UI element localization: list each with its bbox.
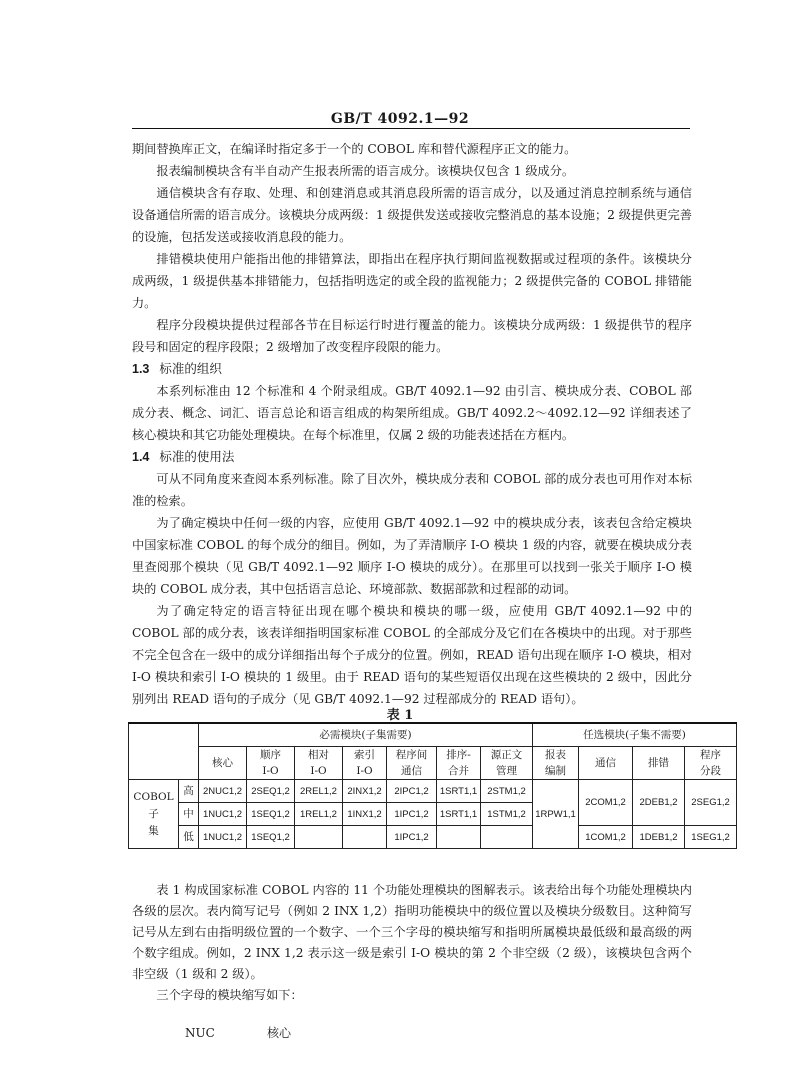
table-cell: 1IPC1,2 <box>387 826 437 849</box>
abbreviation-row <box>185 1024 291 1041</box>
optional-modules-header: 任选模块(子集不需要) <box>533 723 737 747</box>
header-rule <box>132 128 690 129</box>
level-mid: 中 <box>179 803 199 826</box>
subset-label: COBOL 子 集 <box>129 780 179 849</box>
table-cell: 1DEB1,2 <box>633 826 685 849</box>
col-srt: 排序- 合并 <box>437 747 481 780</box>
col-deb: 排错 <box>633 747 685 780</box>
col-rel: 相对 I-O <box>295 747 343 780</box>
paragraph: 本系列标准由 12 个标准和 4 个附录组成。GB/T 4092.1—92 由引言、模块成分表、COBOL 部成分表、概念、词汇、语言总论和语言组成的构架所组成。GB/T 4092.2～4092.12—92 详细表述了核心模块和其它功能处理模块。在每个标准里，仅属 2 级的功能表述括在方框内。 <box>132 384 692 442</box>
table-caption: 表 1 <box>386 708 414 723</box>
paragraph: 为了确定模块中任何一级的内容，应使用 GB/T 4092.1—92 中的模块成分表，该表包含给定模块中国家标准 COBOL 的每个成分的细目。例如，为了弄清顺序 I-O 模块 1 级的内容，就要在模块成分表里查阅那个模块（见 GB/T 4092.1—92 顺序 I-O 模块的成分）。在那里可以找到一张关于顺序 I-O 模块的 COBOL 成分表，其中包括语言总论、环境部款、数据部款和过程部的动词。 <box>132 516 692 596</box>
col-nuc: 核心 <box>199 747 247 780</box>
section-title: 标准的组织 <box>159 361 222 376</box>
body-text <box>132 138 692 710</box>
table-cell: 1COM1,2 <box>579 826 633 849</box>
paragraph: 为了确定特定的语言特征出现在哪个模块和模块的哪一级，应使用 GB/T 4092.1—92 中的 COBOL 部的成分表，该表详细指明国家标准 COBOL 的全部成分及它们在各模块中的出现。对于那些不完全包含在一级中的成分详细指出每个子成分的位置。例如，READ 语句出现在顺序 I-O 模块，相对 I-O 模块和索引 I-O 模块的 1 级里。由于 READ 语句的某些短语仅出现在这些模块的 2 级中，因此分别列出 READ 语句的子成分（见 GB/T 4092.1—92 过程部成分的 READ 语句）。 <box>132 604 692 706</box>
table-cell: 2REL1,2 <box>295 780 343 803</box>
table-cell: 1STM1,2 <box>481 803 533 826</box>
table-cell: 1SRT1,1 <box>437 803 481 826</box>
table-cell: 2SEQ1,2 <box>247 780 295 803</box>
col-rpw: 报表 编制 <box>533 747 579 780</box>
table-cell: 2IPC1,2 <box>387 780 437 803</box>
section-title: 标准的使用法 <box>159 449 235 464</box>
level-low: 低 <box>179 826 199 849</box>
col-seq: 顺序 I-O <box>247 747 295 780</box>
col-stm: 源正文 管理 <box>481 747 533 780</box>
paragraph: 通信模块含有存取、处理、和创建消息或其消息段所需的语言成分，以及通过消息控制系统与通信设备通信所需的语言成分。该模块分成两级：1 级提供发送或接收完整消息的基本设施；2 级提供更完善的设施，包括发送或接收消息段的能力。 <box>132 186 692 244</box>
after-table-text <box>132 880 692 1006</box>
section-heading-1-3 <box>132 358 692 380</box>
col-seg: 程序 分段 <box>685 747 737 780</box>
required-modules-header: 必需模块(子集需要) <box>199 723 533 747</box>
table-cell: 2SEG1,2 <box>685 780 737 826</box>
table-cell: 1NUC1,2 <box>199 803 247 826</box>
table-cell: 1NUC1,2 <box>199 826 247 849</box>
col-com: 通信 <box>579 747 633 780</box>
abbreviation-code: NUC <box>185 1026 215 1040</box>
table-corner <box>129 723 199 780</box>
abbreviation-meaning: 核心 <box>267 1026 292 1040</box>
table-cell: 1SEQ1,2 <box>247 803 295 826</box>
level-high: 高 <box>179 780 199 803</box>
table-cell <box>295 826 343 849</box>
section-number: 1.4 <box>132 450 150 464</box>
paragraph: 期间替换库正文，在编译时指定多于一个的 COBOL 库和替代源程序正文的能力。 <box>132 142 577 156</box>
paragraph: 报表编制模块含有半自动产生报表所需的语言成分。该模块仅包含 1 级成分。 <box>156 164 575 178</box>
paragraph: 可从不同角度来查阅本系列标准。除了目次外，模块成分表和 COBOL 部的成分表也可用作对本标准的检索。 <box>132 472 692 508</box>
table-cell: 2STM1,2 <box>481 780 533 803</box>
col-inx: 索引 I-O <box>343 747 387 780</box>
table-cell-rpw: 1RPW1,1 <box>533 780 579 849</box>
table-cell: 2INX1,2 <box>343 780 387 803</box>
col-ipc: 程序间 通信 <box>387 747 437 780</box>
table-cell: 1SEG1,2 <box>685 826 737 849</box>
table-cell <box>343 826 387 849</box>
table-cell <box>481 826 533 849</box>
section-heading-1-4 <box>132 446 692 468</box>
table-cell: 2NUC1,2 <box>199 780 247 803</box>
table-cell: 1IPC1,2 <box>387 803 437 826</box>
table-cell <box>437 826 481 849</box>
table-cell: 1SEQ1,2 <box>247 826 295 849</box>
table-cell: 2DEB1,2 <box>633 780 685 826</box>
standard-number-header: GB/T 4092.1—92 <box>330 111 470 127</box>
paragraph: 程序分段模块提供过程部各节在目标运行时进行覆盖的能力。该模块分成两级：1 级提供节的程序段号和固定的程序段限；2 级增加了改变程序段限的能力。 <box>132 318 692 354</box>
paragraph: 表 1 构成国家标准 COBOL 内容的 11 个功能处理模块的图解表示。该表给出每个功能处理模块内各级的层次。表内简写记号（例如 2 INX 1,2）指明功能模块中的级位置以及模块分级数目。这种简写记号从左到右由指明级位置的一个数字、一个三个字母的模块缩写和指明所属模块最低级和最高级的两个数字组成。例如，2 INX 1,2 表示这一级是索引 I-O 模块的第 2 个非空级（2 级），该模块包含两个非空级（1 级和 2 级）。 <box>132 883 692 981</box>
table-cell: 1INX1,2 <box>343 803 387 826</box>
table-cell: 2COM1,2 <box>579 780 633 826</box>
table-cell: 1SRT1,1 <box>437 780 481 803</box>
paragraph: 排错模块使用户能指出他的排错算法，即指出在程序执行期间监视数据或过程项的条件。该模块分成两级，1 级提供基本排错能力，包括指明选定的或全段的监视能力；2 级提供完备的 COBOL 排错能力。 <box>132 252 692 310</box>
table-cell: 1REL1,2 <box>295 803 343 826</box>
section-number: 1.3 <box>132 362 150 376</box>
paragraph: 三个字母的模块缩写如下： <box>156 988 303 1002</box>
module-table <box>128 722 737 849</box>
